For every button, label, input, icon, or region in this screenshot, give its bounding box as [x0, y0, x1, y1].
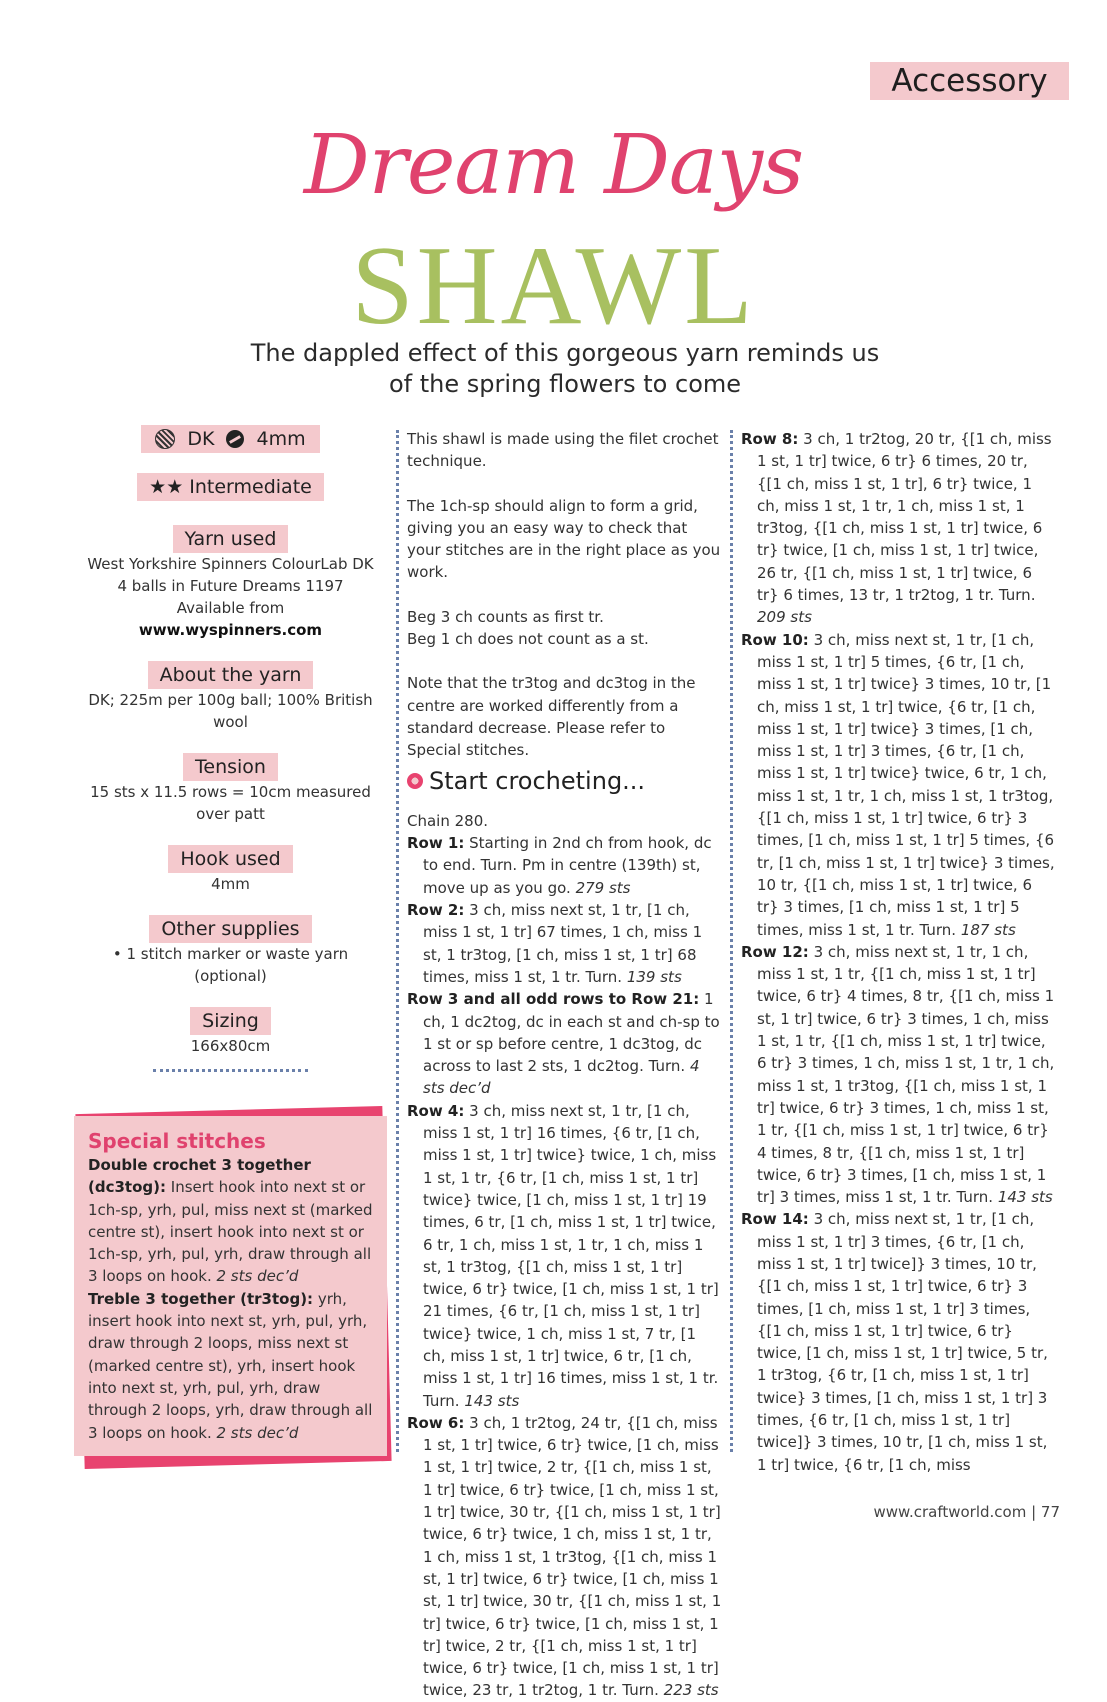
yarn-heading: Yarn used	[173, 525, 289, 553]
weight-hook-row	[78, 425, 383, 453]
subtitle-line-2: of the spring flowers to come	[388, 370, 742, 398]
row-1: Row 1: Starting in 2nd ch from hook, dc to end. Turn. Pm in centre (139th) st, move up as you go. 279 sts	[407, 834, 712, 897]
start-heading	[407, 766, 723, 795]
dc3tog-entry	[88, 1154, 373, 1288]
chain-instruction: Chain 280.	[407, 811, 489, 830]
row-2: Row 2: 3 ch, miss next st, 1 tr, [1 ch, miss 1 st, 1 tr] 67 times, 1 ch, miss 1 st, 1 tr3tog, [1 ch, miss 1 st, 1 tr] 68 times, miss 1 st, 1 tr. Turn. 139 sts	[407, 901, 703, 986]
special-heading: Special stitches	[88, 1129, 266, 1153]
dc3tog-text: Insert hook into next st or 1ch-sp, yrh, pul, miss next st (marked centre st), insert hook into next st or 1ch-sp, yrh, pul, yrh, draw through all 3 loops on hook.	[88, 1178, 373, 1286]
row-10: Row 10: 3 ch, miss next st, 1 tr, [1 ch, miss 1 st, 1 tr] 5 times, {6 tr, [1 ch, miss 1 st, 1 tr] twice} 3 times, 10 tr, [1 ch, miss 1 st, 1 tr] twice, {6 tr, [1 ch, miss 1 st, 1 tr] twice} 3 times, [1 ch, miss 1 st, 1 tr] 3 times, {6 tr, [1 ch, miss 1 st, 1 tr] twice} twice, 6 tr, 1 ch, miss 1 st, 1 tr, 1 ch, miss 1 st, 1 tr3tog, {[1 ch, miss 1 st, 1 tr] twice, 6 tr} 3 times, [1 ch, miss 1 st, 1 tr] 5 times, {6 tr, [1 ch, miss 1 st, 1 tr] twice} 3 times, 10 tr, {[1 ch, miss 1 st, 1 tr] twice, 6 tr} 3 times, [1 ch, miss 1 st, 1 tr] 5 times, miss 1 st, 1 tr. Turn. 187 sts	[741, 630, 1055, 939]
dc3tog-title: Double crochet 3 together (dc3tog):	[88, 1156, 311, 1197]
intro-p4: Note that the tr3tog and dc3tog in the centre are worked differently from a standard decrease. Please refer to Special stitches.	[407, 674, 696, 760]
hook-size-label: 4mm	[256, 428, 306, 450]
yarn-ball-icon	[155, 429, 175, 449]
hook-text: 4mm	[211, 875, 250, 893]
yarn-amount: 4 balls in Future Dreams 1197	[117, 577, 344, 595]
tr3tog-title: Treble 3 together (tr3tog):	[88, 1289, 314, 1308]
row-3: Row 3 and all odd rows to Row 21: 1 ch, 1 dc2tog, dc in each st and ch-sp to 1 st or sp before centre, 1 dc3tog, dc across to last 2 sts, 1 dc2tog. Turn. 4 sts dec’d	[407, 990, 720, 1098]
yarn-url[interactable]: www.wyspinners.com	[138, 621, 323, 639]
difficulty-badge: ★★ Intermediate	[137, 473, 324, 501]
hook-heading: Hook used	[168, 845, 292, 873]
tr3tog-note: 2 sts dec’d	[216, 1423, 299, 1442]
weight-label: DK	[187, 428, 215, 450]
tr3tog-text: yrh, insert hook into next st, yrh, pul, yrh, draw through 2 loops, miss next st (marked centre st), yrh, insert hook into next st, yrh, pul, yrh, draw through 2 loops, yrh, draw through all 3 loops on hook.	[88, 1289, 373, 1442]
title-line-1: Dream Days	[303, 118, 804, 213]
weight-hook-badge	[141, 425, 319, 453]
row-8: Row 8: 3 ch, 1 tr2tog, 20 tr, {[1 ch, miss 1 st, 1 tr] twice, 6 tr} 6 times, 20 tr, {[1 ch, miss 1 st, 1 tr], 6 tr} twice, 1 ch, miss 1 st, 1 tr, 1 ch, miss 1 st, 1 tr3tog, {[1 ch, miss 1 st, 1 tr] twice, 6 tr} twice, [1 ch, miss 1 st, 1 tr] twice, 26 tr, {[1 ch, miss 1 st, 1 tr] twice, 6 tr} 6 times, 13 tr, 1 tr2tog, 1 tr. Turn. 209 sts	[741, 430, 1052, 627]
page-footer: www.craftworld.com | 77	[873, 1503, 1060, 1521]
supplies-heading: Other supplies	[149, 915, 311, 943]
tension-heading: Tension	[183, 753, 278, 781]
sidebar-divider	[153, 1069, 308, 1072]
row-6: Row 6: 3 ch, 1 tr2tog, 24 tr, {[1 ch, miss 1 st, 1 tr] twice, 6 tr} twice, [1 ch, miss 1 st, 1 tr] twice, 2 tr, {[1 ch, miss 1 st, 1 tr] twice, 6 tr} twice, [1 ch, miss 1 st, 1 tr] twice, 30 tr, {[1 ch, miss 1 st, 1 tr] twice, 6 tr} twice, 1 ch, miss 1 st, 1 tr, 1 ch, miss 1 st, 1 tr3tog, {[1 ch, miss 1 st, 1 tr] twice, 6 tr} twice, [1 ch, miss 1 st, 1 tr] twice, 30 tr, {[1 ch, miss 1 st, 1 tr] twice, 6 tr} twice, [1 ch, miss 1 st, 1 tr] twice, 2 tr, {[1 ch, miss 1 st, 1 tr] twice, 6 tr} twice, [1 ch, miss 1 st, 1 tr] twice, 23 tr, 1 tr2tog, 1 tr. Turn. 223 sts	[407, 1413, 722, 1700]
sizing-heading: Sizing	[190, 1007, 271, 1035]
tr3tog-entry	[88, 1288, 373, 1444]
intro-p2: The 1ch-sp should align to form a grid, giving you an easy way to check that your stitches are in the right place as you work.	[407, 496, 721, 582]
start-heading-text: Start crocheting...	[429, 766, 646, 795]
about-text: DK; 225m per 100g ball; 100% British wool	[88, 691, 373, 731]
special-stitches-box	[74, 1116, 387, 1456]
about-heading: About the yarn	[148, 661, 314, 689]
pattern-column-1	[407, 428, 723, 1700]
row-4: Row 4: 3 ch, miss next st, 1 tr, [1 ch, miss 1 st, 1 tr] 16 times, {6 tr, [1 ch, miss 1 st, 1 tr] twice} twice, 1 ch, miss 1 st, 1 tr, {6 tr, [1 ch, miss 1 st, 1 tr] twice} twice, [1 ch, miss 1 st, 1 tr] 19 times, 6 tr, [1 ch, miss 1 st, 1 tr] twice, 6 tr, 1 ch, miss 1 st, 1 tr, 1 ch, miss 1 st, 1 tr3tog, {[1 ch, miss 1 st, 1 tr] twice, 6 tr} twice, [1 ch, miss 1 st, 1 tr] 21 times, {6 tr, [1 ch, miss 1 st, 1 tr] twice} twice, 1 ch, miss 1 st, 7 tr, [1 ch, miss 1 st, 1 tr] twice, 6 tr, [1 ch, miss 1 st, 1 tr] 16 times, miss 1 st, 1 tr. Turn. 143 sts	[407, 1101, 719, 1410]
intro-p1: This shawl is made using the filet crochet technique.	[407, 430, 719, 471]
yarn-name: West Yorkshire Spinners ColourLab DK	[87, 555, 374, 573]
subtitle-line-1: The dappled effect of this gorgeous yarn reminds us	[250, 339, 880, 367]
intro-p3a: Beg 3 ch counts as first tr.	[407, 607, 604, 626]
column-divider-2	[730, 430, 733, 1452]
section-tag: Accessory	[870, 62, 1069, 100]
sizing-text: 166x80cm	[190, 1037, 271, 1055]
intro-p3b: Beg 1 ch does not count as a st.	[407, 630, 649, 649]
column-divider-1	[396, 430, 399, 1452]
pattern-column-2	[741, 428, 1057, 1476]
tension-line-2: over patt	[196, 805, 265, 823]
subtitle	[150, 338, 980, 400]
row-12: Row 12: 3 ch, miss next st, 1 tr, 1 ch, miss 1 st, 1 tr, {[1 ch, miss 1 st, 1 tr] twice, 6 tr} 4 times, 8 tr, {[1 ch, miss 1 st, 1 tr] twice, 6 tr} 3 times, 1 ch, miss 1 st, 1 tr, {[1 ch, miss 1 st, 1 tr] twice, 6 tr} 3 times, 1 ch, miss 1 st, 1 tr, 1 ch, miss 1 st, 1 tr3tog, {[1 ch, miss 1 st, 1 tr] twice, 6 tr} 3 times, 1 ch, miss 1 st, 1 tr, {[1 ch, miss 1 st, 1 tr] twice, 6 tr} 4 times, 8 tr, {[1 ch, miss 1 st, 1 tr] twice, 6 tr} 3 times, [1 ch, miss 1 st, 1 tr] 3 times, miss 1 st, 1 tr. Turn. 143 sts	[741, 942, 1055, 1207]
dc3tog-note: 2 sts dec’d	[216, 1267, 299, 1286]
yarn-available: Available from	[176, 599, 285, 617]
tension-line-1: 15 sts x 11.5 rows = 10cm measured	[90, 783, 371, 801]
supplies-text: • 1 stitch marker or waste yarn (optional)	[112, 945, 349, 985]
hook-icon	[226, 430, 244, 448]
flower-icon	[407, 773, 423, 789]
info-sidebar	[78, 425, 383, 1072]
row-14: Row 14: 3 ch, miss next st, 1 tr, [1 ch, miss 1 st, 1 tr] 3 times, {6 tr, [1 ch, miss 1 st, 1 tr] twice]} 3 times, 10 tr, {[1 ch, miss 1 st, 1 tr] twice, 6 tr} 3 times, [1 ch, miss 1 st, 1 tr] 3 times, {[1 ch, miss 1 st, 1 tr] twice, 6 tr} twice, [1 ch, miss 1 st, 1 tr] twice, 5 tr, 1 tr3tog, {6 tr, [1 ch, miss 1 st, 1 tr] twice} 3 times, [1 ch, miss 1 st, 1 tr] 3 times, {6 tr, [1 ch, miss 1 st, 1 tr] twice]} 3 times, 10 tr, [1 ch, miss 1 st, 1 tr] twice, {6 tr, [1 ch, miss	[741, 1210, 1048, 1474]
title-line-2: SHAWL	[351, 224, 756, 348]
